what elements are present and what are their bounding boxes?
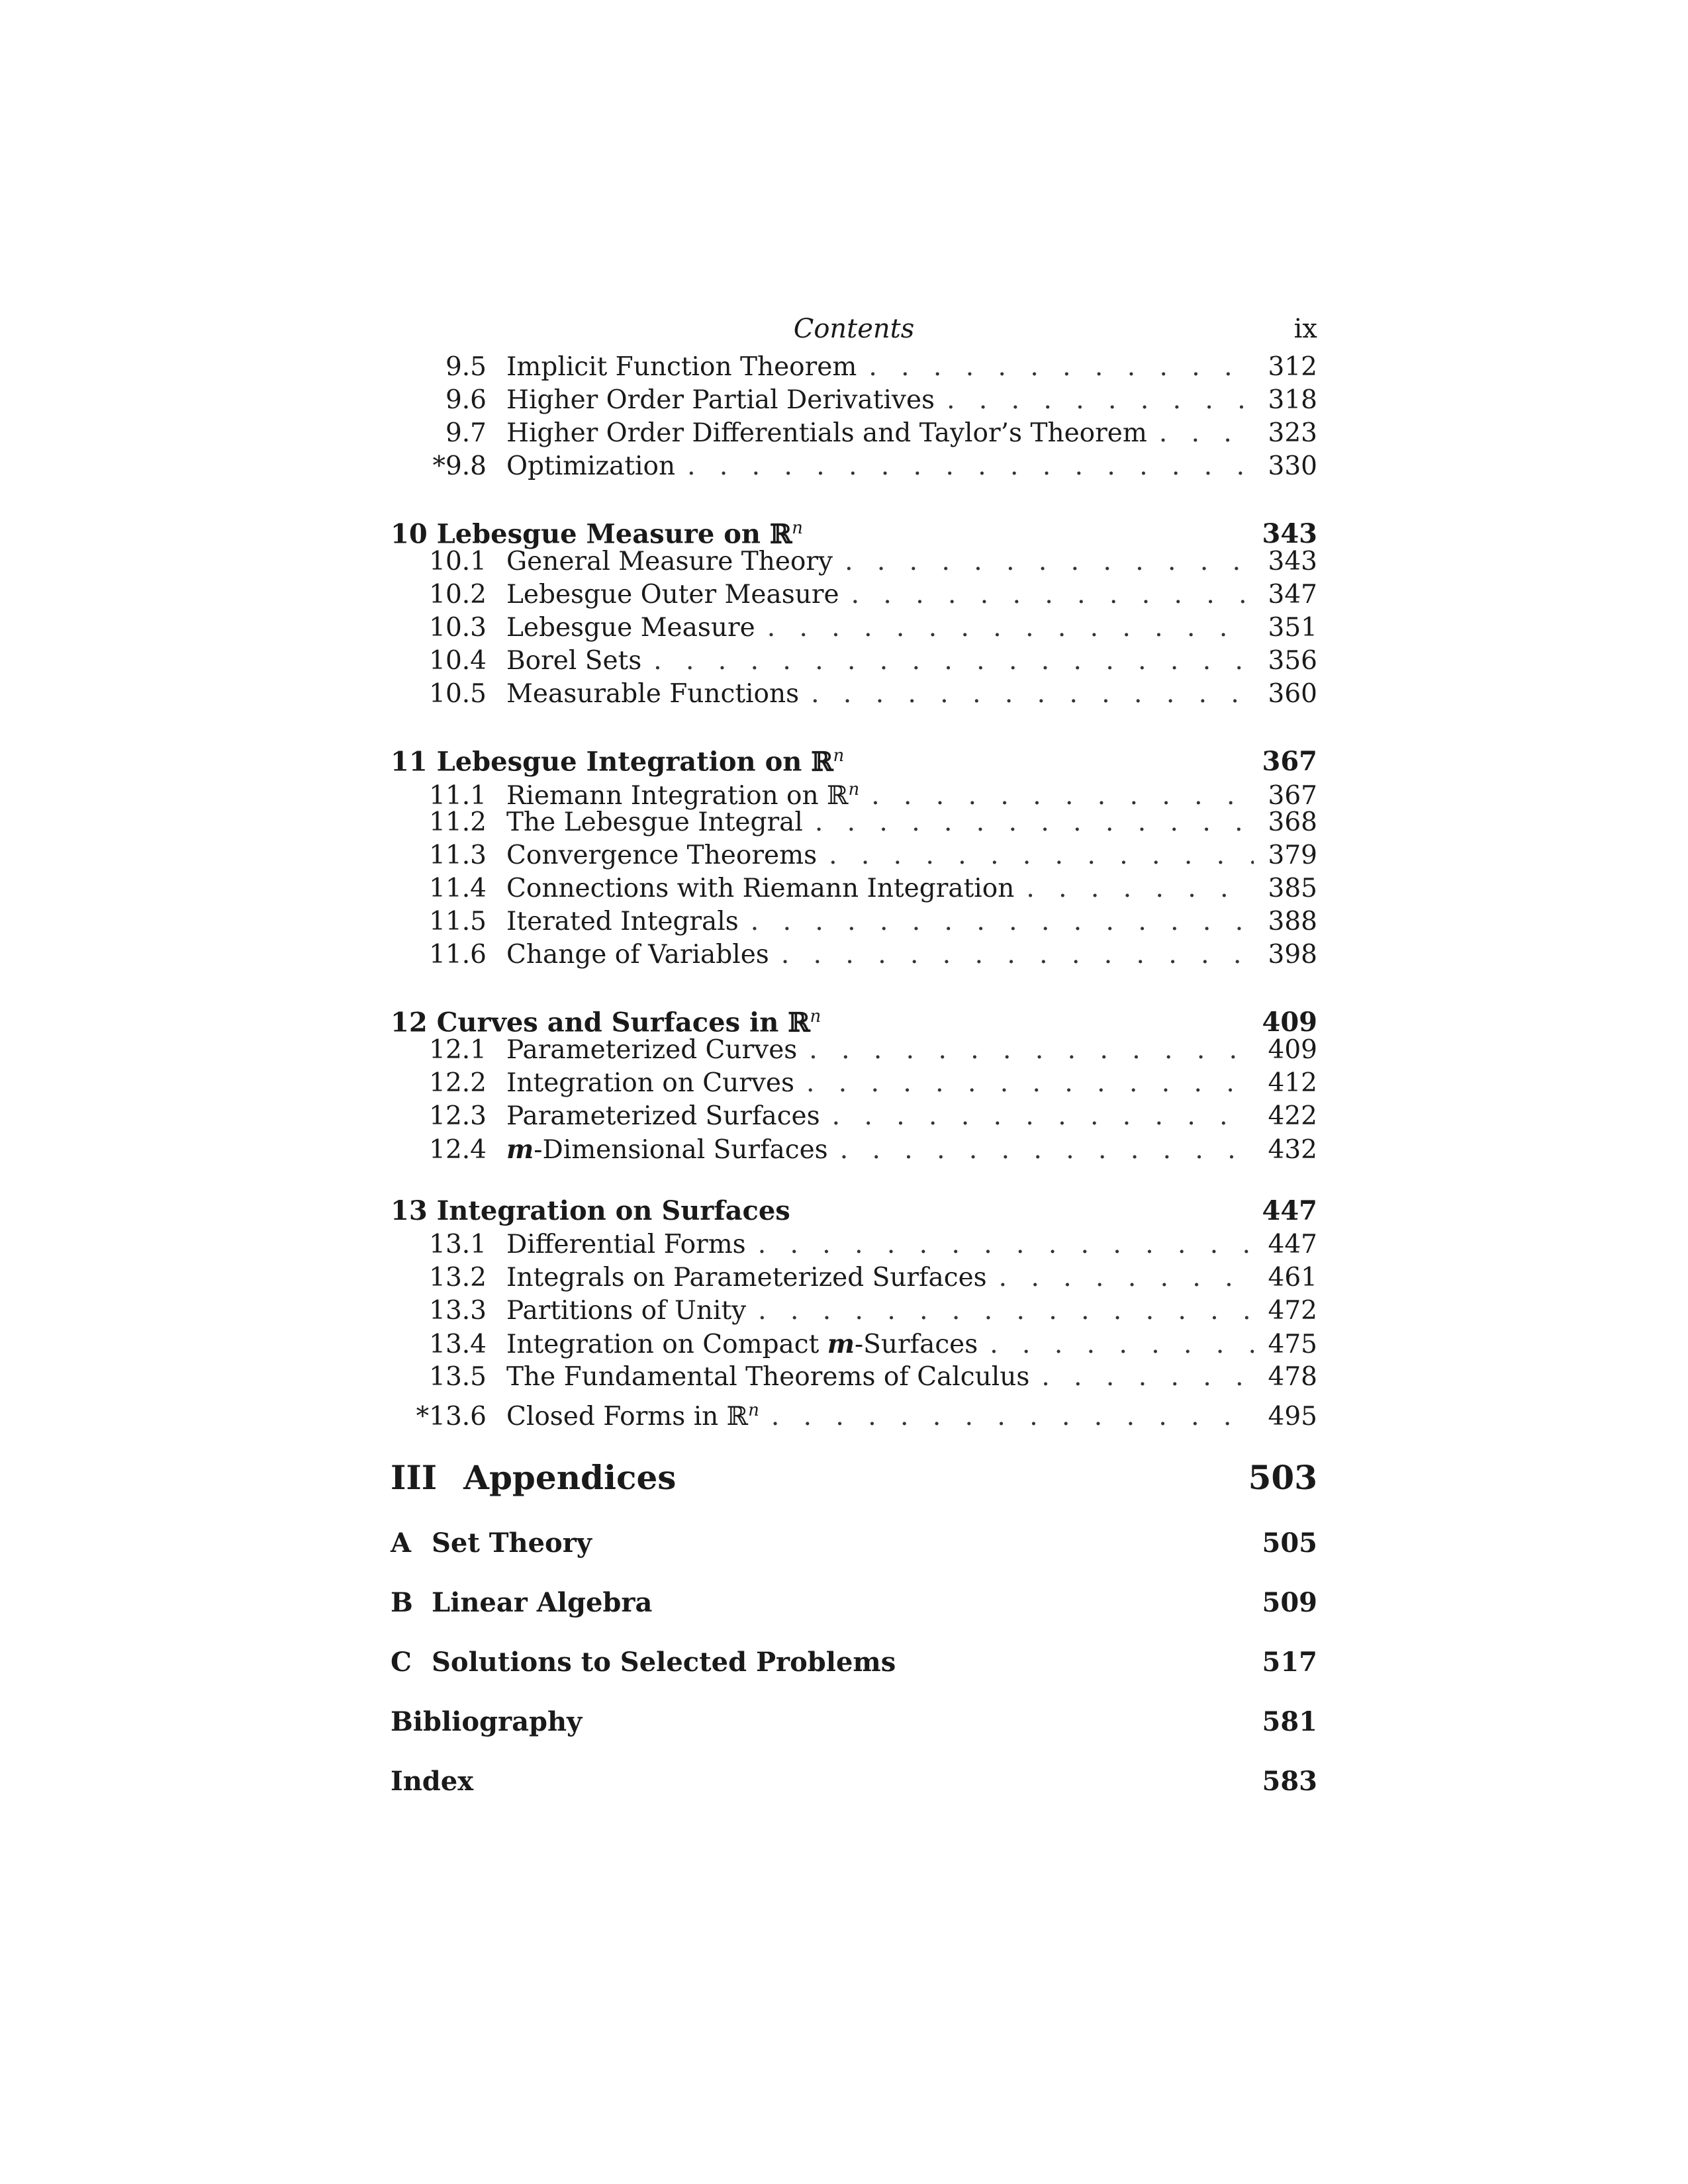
- dot-leader: [781, 938, 1254, 972]
- appendix-entry[interactable]: [391, 1526, 1317, 1561]
- section-number: 10.4: [429, 646, 487, 676]
- section-page: 475: [1268, 1330, 1317, 1359]
- bibliography-entry[interactable]: [391, 1705, 1317, 1739]
- section-number: 12.4: [429, 1135, 487, 1165]
- section-number: 10.2: [429, 580, 487, 610]
- toc-entry[interactable]: [391, 351, 1317, 384]
- section-title: Optimization: [506, 451, 676, 481]
- section-page: 356: [1268, 646, 1317, 676]
- chapter-page: 409: [1262, 1007, 1317, 1038]
- section-page: 385: [1268, 874, 1317, 903]
- section-page: 351: [1268, 613, 1317, 643]
- dot-leader: [758, 1228, 1254, 1261]
- running-title: Contents: [793, 314, 915, 344]
- chapter-page: 447: [1262, 1195, 1317, 1226]
- part-title: Appendices: [463, 1458, 677, 1497]
- section-number: 12.2: [429, 1068, 487, 1098]
- dot-leader: [751, 905, 1254, 938]
- dot-leader: [1041, 1361, 1254, 1394]
- toc-entry[interactable]: [391, 645, 1317, 678]
- section-title: Partitions of Unity: [506, 1296, 747, 1326]
- dot-leader: [840, 1134, 1254, 1167]
- toc-entry[interactable]: [391, 1067, 1317, 1100]
- section-page: 323: [1268, 418, 1317, 448]
- section-page: 478: [1268, 1362, 1317, 1392]
- section-number: 10.1: [429, 547, 487, 576]
- appendix-title: Set Theory: [432, 1527, 592, 1559]
- appendix-page: 509: [1262, 1587, 1317, 1618]
- chapter-title: 12 Curves and Surfaces in ℝ$^n$: [391, 1007, 821, 1038]
- section-title: Convergence Theorems: [506, 841, 818, 870]
- section-page: 312: [1268, 352, 1317, 382]
- section-number: 10.3: [429, 613, 487, 643]
- dot-leader: [811, 678, 1254, 711]
- toc-entry[interactable]: [391, 578, 1317, 612]
- appendix-entry[interactable]: [391, 1645, 1317, 1680]
- section-title: Integration on Curves: [506, 1068, 794, 1098]
- section-page: 388: [1268, 907, 1317, 936]
- toc-entry[interactable]: [391, 612, 1317, 645]
- toc-entry[interactable]: [391, 1100, 1317, 1133]
- appendix-letter: B: [391, 1587, 413, 1618]
- chapter-10: [391, 511, 1317, 711]
- toc-entry[interactable]: [391, 1328, 1317, 1361]
- dot-leader: [806, 1067, 1254, 1100]
- dot-leader: [947, 384, 1254, 417]
- toc-entry[interactable]: [391, 1133, 1317, 1166]
- dot-leader: [653, 645, 1254, 678]
- toc-entry[interactable]: [391, 545, 1317, 578]
- toc-entry[interactable]: [391, 417, 1317, 450]
- dot-leader: [832, 1100, 1254, 1133]
- page-folio: ix: [1293, 314, 1317, 344]
- section-title: Lebesgue Measure: [506, 613, 755, 643]
- appendix-title: Solutions to Selected Problems: [432, 1647, 896, 1678]
- toc-page: [391, 304, 1317, 1799]
- section-title: Lebesgue Outer Measure: [506, 580, 839, 610]
- toc-entry[interactable]: [391, 1295, 1317, 1328]
- section-title: Higher Order Partial Derivatives: [506, 385, 935, 415]
- section-title: Riemann Integration on ℝ$^n$: [506, 780, 860, 811]
- backmatter-title: Index: [391, 1766, 474, 1797]
- dot-leader: [829, 839, 1254, 872]
- section-page: 447: [1268, 1230, 1317, 1259]
- section-number: 11.3: [429, 841, 487, 870]
- dot-leader: [758, 1295, 1254, 1328]
- section-page: 367: [1268, 781, 1317, 811]
- section-page: 368: [1268, 807, 1317, 837]
- section-title: Borel Sets: [506, 646, 642, 676]
- section-title: Parameterized Curves: [506, 1035, 798, 1065]
- toc-entry[interactable]: [391, 1394, 1317, 1432]
- section-number: 10.5: [429, 679, 487, 709]
- section-number: 13.3: [429, 1296, 487, 1326]
- section-title: Differential Forms: [506, 1230, 746, 1259]
- section-title: Higher Order Differentials and Taylor’s Theorem: [506, 418, 1147, 448]
- section-page: 343: [1268, 547, 1317, 576]
- section-number: 13.1: [429, 1230, 487, 1259]
- section-page: 398: [1268, 940, 1317, 970]
- dot-leader: [767, 612, 1254, 645]
- toc-entry[interactable]: [391, 1361, 1317, 1394]
- backmatter-title: Bibliography: [391, 1706, 583, 1737]
- section-title: Parameterized Surfaces: [506, 1101, 820, 1131]
- section-number: 13.2: [429, 1263, 487, 1293]
- chapter-heading[interactable]: [391, 999, 1317, 1038]
- section-title: Iterated Integrals: [506, 907, 739, 936]
- section-number: 11.6: [429, 940, 487, 970]
- chapter-12: [391, 999, 1317, 1166]
- appendix-title: Linear Algebra: [432, 1587, 653, 1618]
- chapter-title: 13 Integration on Surfaces: [391, 1195, 790, 1226]
- section-page: 409: [1268, 1035, 1317, 1065]
- section-page: 318: [1268, 385, 1317, 415]
- section-number: 13.5: [429, 1362, 487, 1392]
- chapter-title: 11 Lebesgue Integration on ℝ$^n$: [391, 746, 845, 778]
- section-title: General Measure Theory: [506, 547, 833, 576]
- section-page: 379: [1268, 841, 1317, 870]
- appendix-entry[interactable]: [391, 1586, 1317, 1620]
- section-number: 9.7: [445, 418, 487, 448]
- section-title: The Fundamental Theorems of Calculus: [506, 1362, 1030, 1392]
- chapter-11: [391, 739, 1317, 972]
- toc-entry[interactable]: [391, 450, 1317, 483]
- section-page: 347: [1268, 580, 1317, 610]
- section-number: 13.4: [429, 1330, 487, 1359]
- part-heading[interactable]: [391, 1455, 1317, 1501]
- section-number: 11.4: [429, 874, 487, 903]
- section-page: 422: [1268, 1101, 1317, 1131]
- dot-leader: [990, 1328, 1254, 1361]
- section-number: *13.6: [416, 1402, 487, 1432]
- section-number: *9.8: [432, 451, 487, 481]
- section-number: 9.5: [445, 352, 487, 382]
- dot-leader: [809, 1034, 1254, 1067]
- dot-leader: [771, 1400, 1254, 1433]
- chapter-page: 367: [1262, 746, 1317, 778]
- appendix-page: 505: [1262, 1527, 1317, 1559]
- toc-entry[interactable]: [391, 872, 1317, 905]
- toc-entry[interactable]: [391, 839, 1317, 872]
- chapter-heading[interactable]: [391, 1194, 1317, 1228]
- section-page: 461: [1268, 1263, 1317, 1293]
- chapter-heading[interactable]: [391, 739, 1317, 778]
- appendix-page: 517: [1262, 1647, 1317, 1678]
- section-title: Closed Forms in ℝ$^n$: [506, 1400, 759, 1432]
- toc-entry[interactable]: [391, 905, 1317, 938]
- section-number: 11.2: [429, 807, 487, 837]
- chapter-13: [391, 1194, 1317, 1432]
- running-header: [391, 304, 1317, 351]
- dot-leader: [687, 450, 1254, 483]
- section-number: 9.6: [445, 385, 487, 415]
- dot-leader: [845, 545, 1254, 578]
- section-number: 11.5: [429, 907, 487, 936]
- section-page: 432: [1268, 1135, 1317, 1165]
- section-page: 412: [1268, 1068, 1317, 1098]
- section-page: 330: [1268, 451, 1317, 481]
- dot-leader: [1159, 417, 1254, 450]
- section-title: Integration on Compact m-Surfaces: [506, 1329, 978, 1359]
- backmatter-page: 583: [1262, 1766, 1317, 1797]
- toc-entry[interactable]: [391, 938, 1317, 972]
- section-title: m-Dimensional Surfaces: [506, 1134, 828, 1165]
- chapter-page: 343: [1262, 518, 1317, 550]
- chapter-9-tail: [391, 351, 1317, 483]
- section-number: 12.1: [429, 1035, 487, 1065]
- toc-entry[interactable]: [391, 1228, 1317, 1261]
- chapter-title: 10 Lebesgue Measure on ℝ$^n$: [391, 518, 803, 550]
- section-title: Change of Variables: [506, 940, 769, 970]
- section-page: 495: [1268, 1402, 1317, 1432]
- toc-entry[interactable]: [391, 1034, 1317, 1067]
- toc-entry[interactable]: [391, 1261, 1317, 1295]
- dot-leader: [815, 806, 1254, 839]
- index-entry[interactable]: [391, 1764, 1317, 1799]
- toc-entry[interactable]: [391, 678, 1317, 711]
- part-page: 503: [1248, 1458, 1317, 1497]
- section-number: 11.1: [429, 781, 487, 811]
- dot-leader: [1026, 872, 1254, 905]
- chapter-heading[interactable]: [391, 511, 1317, 550]
- dot-leader: [999, 1261, 1254, 1295]
- appendix-letter: C: [391, 1647, 412, 1678]
- section-title: Connections with Riemann Integration: [506, 874, 1015, 903]
- section-title: Measurable Functions: [506, 679, 800, 709]
- toc-entry[interactable]: [391, 806, 1317, 839]
- backmatter-page: 581: [1262, 1706, 1317, 1737]
- section-title: The Lebesgue Integral: [506, 807, 803, 837]
- part-number: III: [391, 1458, 438, 1497]
- section-page: 472: [1268, 1296, 1317, 1326]
- toc-entry[interactable]: [391, 384, 1317, 417]
- section-title: Implicit Function Theorem: [506, 352, 857, 382]
- dot-leader: [868, 351, 1254, 384]
- section-title: Integrals on Parameterized Surfaces: [506, 1263, 987, 1293]
- appendix-letter: A: [391, 1527, 412, 1559]
- dot-leader: [851, 578, 1254, 612]
- section-page: 360: [1268, 679, 1317, 709]
- section-number: 12.3: [429, 1101, 487, 1131]
